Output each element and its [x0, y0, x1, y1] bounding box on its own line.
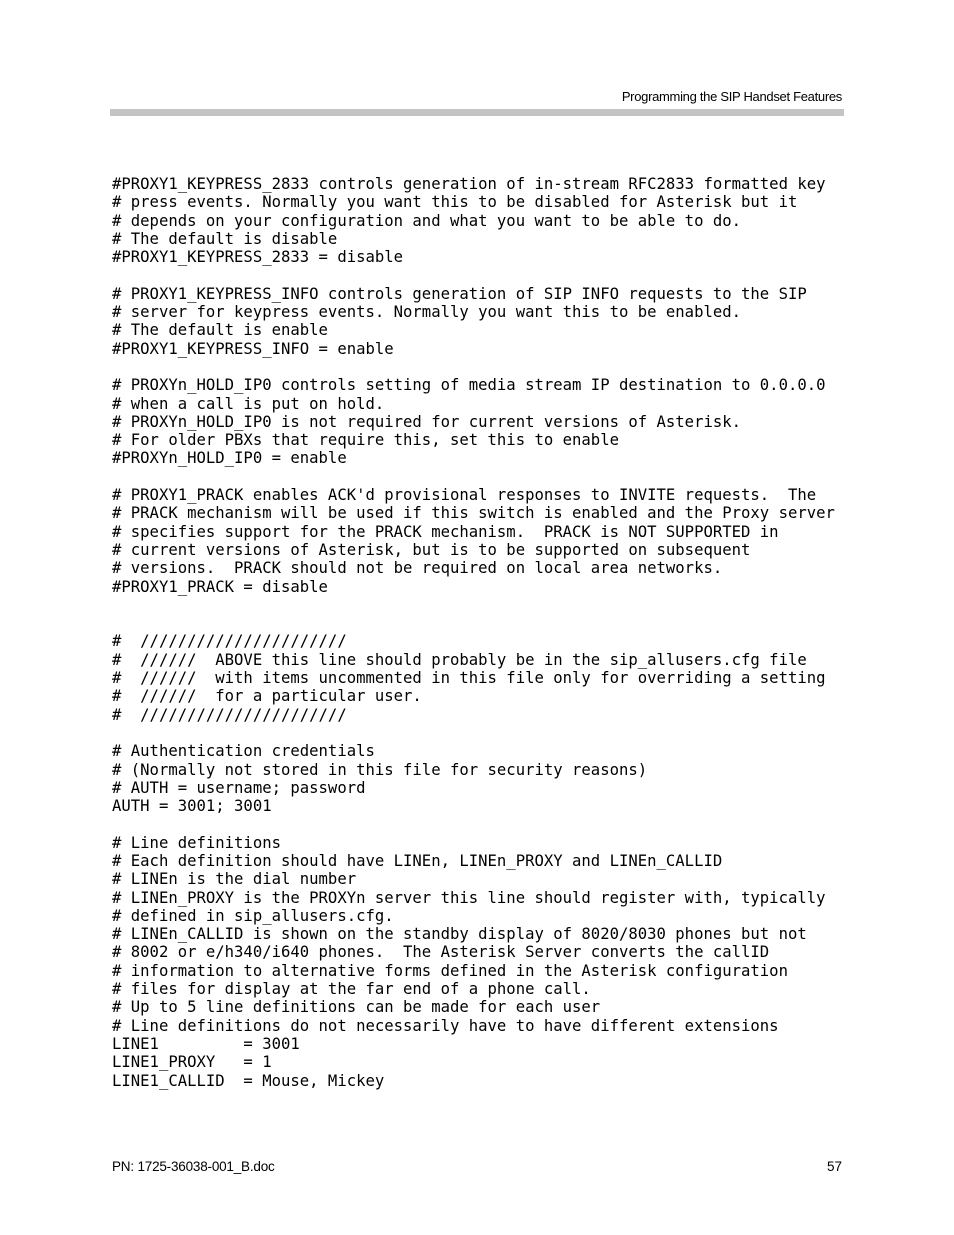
config-code-block	[112, 175, 835, 1090]
code-line: # //////////////////////	[112, 632, 347, 651]
code-line	[112, 358, 835, 376]
code-line: # Line definitions	[112, 833, 281, 852]
code-line: #PROXY1_KEYPRESS_2833 = disable	[112, 248, 404, 267]
code-line	[112, 266, 835, 284]
code-line: # ////// for a particular user.	[112, 687, 422, 706]
code-line: LINE1_CALLID = Mouse, Mickey	[112, 1071, 385, 1090]
code-line: # press events. Normally you want this to be disabled for Asterisk but it	[112, 193, 798, 212]
code-line	[112, 614, 835, 632]
code-line	[112, 724, 835, 742]
footer-page-number: 57	[826, 1159, 842, 1174]
code-line: # ////// with items uncommented in this file only for overriding a setting	[112, 669, 826, 688]
code-line: # PROXY1_KEYPRESS_INFO controls generation of SIP INFO requests to the SIP	[112, 284, 807, 303]
code-line: # LINEn_PROXY is the PROXYn server this line should register with, typically	[112, 888, 826, 907]
code-line: # LINEn_CALLID is shown on the standby display of 8020/8030 phones but not	[112, 925, 807, 944]
code-line: # when a call is put on hold.	[112, 394, 385, 413]
code-line: #PROXY1_KEYPRESS_INFO = enable	[112, 339, 394, 358]
code-line: # PRACK mechanism will be used if this switch is enabled and the Proxy server	[112, 504, 835, 523]
code-line: # For older PBXs that require this, set this to enable	[112, 431, 619, 450]
header-rule	[110, 109, 844, 116]
code-line: # depends on your configuration and what you want to be able to do.	[112, 211, 742, 230]
code-line: LINE1 = 3001	[112, 1034, 300, 1053]
code-line: # Up to 5 line definitions can be made for each user	[112, 998, 601, 1017]
code-line	[112, 596, 835, 614]
code-line: # information to alternative forms defined in the Asterisk configuration	[112, 961, 788, 980]
code-line: LINE1_PROXY = 1	[112, 1053, 272, 1072]
code-line: # specifies support for the PRACK mechanism. PRACK is NOT SUPPORTED in	[112, 522, 779, 541]
code-line: # files for display at the far end of a phone call.	[112, 980, 591, 999]
code-line: # The default is disable	[112, 229, 338, 248]
code-line: # PROXYn_HOLD_IP0 is not required for current versions of Asterisk.	[112, 412, 742, 431]
code-line: # Each definition should have LINEn, LINEn_PROXY and LINEn_CALLID	[112, 851, 723, 870]
code-line	[112, 468, 835, 486]
code-line: # server for keypress events. Normally you want this to be enabled.	[112, 303, 742, 322]
footer-part-number: PN: 1725-36038-001_B.doc	[112, 1159, 275, 1174]
code-line: # ////// ABOVE this line should probably be in the sip_allusers.cfg file	[112, 650, 807, 669]
code-line	[112, 815, 835, 833]
code-line: # LINEn is the dial number	[112, 870, 357, 889]
code-line: # PROXY1_PRACK enables ACK'd provisional responses to INVITE requests. The	[112, 486, 817, 505]
code-line: # PROXYn_HOLD_IP0 controls setting of media stream IP destination to 0.0.0.0	[112, 376, 826, 395]
code-line: #PROXYn_HOLD_IP0 = enable	[112, 449, 347, 468]
code-line: # (Normally not stored in this file for security reasons)	[112, 760, 648, 779]
code-line: # 8002 or e/h340/i640 phones. The Asterisk Server converts the callID	[112, 943, 770, 962]
code-line: # current versions of Asterisk, but is to be supported on subsequent	[112, 540, 751, 559]
code-line: # defined in sip_allusers.cfg.	[112, 906, 394, 925]
code-line: # Line definitions do not necessarily have to have different extensions	[112, 1016, 779, 1035]
code-line: #PROXY1_PRACK = disable	[112, 577, 328, 596]
code-line: # The default is enable	[112, 321, 328, 340]
code-line: # versions. PRACK should not be required on local area networks.	[112, 559, 723, 578]
code-line: # AUTH = username; password	[112, 778, 366, 797]
code-line: # Authentication credentials	[112, 742, 375, 761]
code-line: AUTH = 3001; 3001	[112, 797, 272, 816]
code-line: # //////////////////////	[112, 705, 347, 724]
page-header-title: Programming the SIP Handset Features	[621, 89, 842, 104]
code-line: #PROXY1_KEYPRESS_2833 controls generation of in-stream RFC2833 formatted key	[112, 175, 826, 193]
